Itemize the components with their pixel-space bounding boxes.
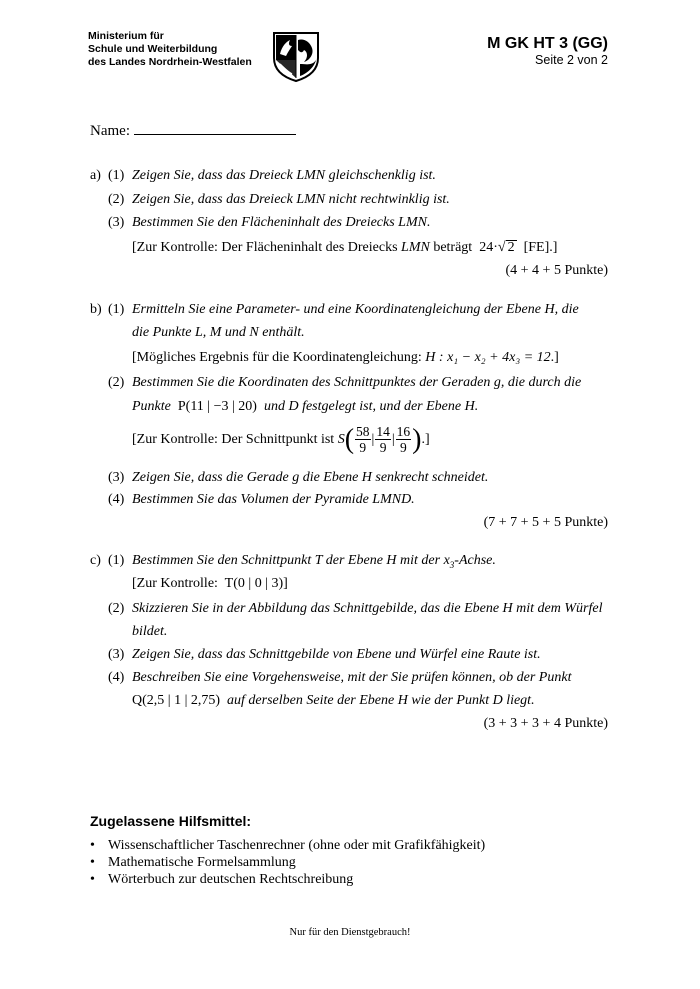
list-item	[90, 871, 485, 888]
sqrt-value: 2	[507, 240, 515, 255]
item-text: Zeigen Sie, dass das Dreieck LMN nicht rechtwinklig ist.	[132, 192, 450, 207]
item-number: (3)	[108, 647, 125, 662]
result-equation: H : x₁ − x₂ + 4x₃ = 12	[425, 350, 551, 365]
nrw-coat-of-arms-logo	[270, 30, 322, 82]
numerator: 16	[396, 424, 411, 440]
task-c-item-4-line-2	[132, 692, 535, 709]
item-text: Zeigen Sie, dass die Gerade g die Ebene H senkrecht schneidet.	[132, 470, 489, 485]
item-text: Beschreiben Sie eine Vorgehensweise, mit der Sie prüfen können, ob der Punkt	[132, 670, 572, 685]
task-c-label: c)	[90, 553, 101, 568]
aids-list	[90, 837, 485, 888]
denominator: 9	[359, 440, 367, 456]
item-number: (1)	[108, 302, 125, 317]
footer-note: Nur für den Dienstgebrauch!	[289, 927, 411, 938]
ministry-line: Ministerium für	[88, 30, 164, 42]
numerator: 58	[356, 424, 370, 440]
point-q: Q(2,5 | 1 | 2,75)	[132, 693, 221, 708]
ministry-name	[88, 30, 252, 69]
control-text: [Zur Kontrolle: Der Schnittpunkt ist	[132, 432, 335, 447]
task-c-item-3	[108, 646, 541, 663]
aids-title: Zugelassene Hilfsmittel:	[90, 813, 252, 829]
task-b-item-4	[108, 491, 415, 508]
exam-code: M GK HT 3 (GG)	[487, 35, 608, 52]
task-c-item-2-line-2: bildet.	[132, 624, 168, 639]
task-a-points: (4 + 4 + 5 Punkte)	[505, 263, 608, 278]
task-b-item-1-line-1	[90, 301, 579, 318]
item-text: auf derselben Seite der Ebene H wie der Punkt D liegt.	[227, 693, 535, 708]
task-c-points: (3 + 3 + 3 + 4 Punkte)	[483, 716, 608, 731]
item-text: Punkte	[132, 399, 171, 414]
task-b-item-2-line-1	[108, 374, 581, 391]
control-value: 24	[479, 240, 494, 255]
item-text: Zeigen Sie, dass das Dreieck LMN gleichschenklig ist.	[132, 168, 436, 183]
task-b-label: b)	[90, 302, 102, 317]
ministry-line: des Landes Nordrhein-Westfalen	[88, 56, 252, 68]
task-a-item-3	[108, 214, 430, 231]
list-item	[90, 854, 485, 871]
task-b-points: (7 + 7 + 5 + 5 Punkte)	[483, 515, 608, 530]
result-end: .]	[550, 350, 559, 365]
name-blank-line	[134, 120, 296, 135]
exam-code-block	[487, 34, 608, 67]
item-text: Bestimmen Sie den Flächeninhalt des Dreiecks LMN.	[132, 215, 431, 230]
denominator: 9	[379, 440, 387, 456]
task-c-item-4-line-1	[108, 669, 571, 686]
task-a-label: a)	[90, 168, 101, 183]
item-text: Ermitteln Sie eine Parameter- und eine Koordinatengleichung der Ebene H, die	[132, 302, 579, 317]
control-text: [Zur Kontrolle:	[132, 576, 218, 591]
task-b-result	[132, 349, 559, 366]
fraction	[396, 424, 412, 455]
task-c-control	[132, 575, 288, 592]
item-text: und D festgelegt ist, und der Ebene H.	[263, 399, 479, 414]
item-number: (2)	[108, 375, 125, 390]
item-text: -Achse.	[454, 553, 496, 568]
task-b-control: [Zur Kontrolle: Der Schnittpunkt ist S( $\frac{58}{9}$ | $\frac{14}{9}$ | $\frac{16}{9}$ ).]	[132, 423, 430, 456]
task-b-item-2-line-2	[132, 398, 478, 415]
control-text: [Zur Kontrolle: Der Flächeninhalt des Dreiecks	[132, 240, 398, 255]
item-number: (3)	[108, 470, 125, 485]
control-end: ]	[283, 576, 288, 591]
left-paren: (	[344, 423, 355, 455]
control-unit: [FE].]	[523, 240, 558, 255]
control-text: beträgt	[433, 240, 473, 255]
item-text: Bestimmen Sie den Schnittpunkt T der Ebene H mit der x	[132, 553, 450, 568]
item-number: (4)	[108, 670, 125, 685]
item-text: Zeigen Sie, dass das Schnittgebilde von Ebene und Würfel eine Raute ist.	[132, 647, 541, 662]
name-label: Name:	[90, 123, 130, 139]
item-number: (1)	[108, 168, 125, 183]
denominator: 9	[400, 440, 407, 456]
ministry-line: Schule und Weiterbildung	[88, 43, 218, 55]
aid-text: Wörterbuch zur deutschen Rechtschreibung	[108, 872, 354, 887]
item-number: (3)	[108, 215, 125, 230]
subscript: 3	[449, 559, 455, 570]
task-b-item-3	[108, 469, 488, 486]
task-a-item-1	[90, 167, 436, 184]
task-a-control: [Zur Kontrolle: Der Flächeninhalt des Dreiecks LMN beträgt 24·√ 2 [FE].]	[132, 240, 558, 255]
result-text: [Mögliches Ergebnis für die Koordinatengleichung:	[132, 350, 422, 365]
item-number: (2)	[108, 192, 125, 207]
task-b-item-1-line-2: die Punkte L, M und N enthält.	[132, 325, 305, 340]
control-variable: LMN	[401, 240, 430, 255]
bullet: •	[90, 855, 95, 870]
right-paren: )	[412, 423, 422, 455]
name-field-row	[90, 120, 296, 140]
item-number: (2)	[108, 601, 125, 616]
item-text: Bestimmen Sie die Koordinaten des Schnittpunktes der Geraden g, die durch die	[132, 375, 582, 390]
task-a-item-2	[108, 191, 450, 208]
page-info: Seite 2 von 2	[535, 53, 608, 67]
aid-text: Wissenschaftlicher Taschenrechner (ohne oder mit Grafikfähigkeit)	[108, 838, 486, 853]
numerator: 14	[376, 424, 390, 440]
point-p: P(11 | −3 | 20)	[177, 399, 257, 414]
bullet: •	[90, 838, 95, 853]
item-text: Skizzieren Sie in der Abbildung das Schnittgebilde, das die Ebene H mit dem Würfel	[132, 601, 603, 616]
task-c-item-1	[90, 552, 496, 574]
bullet: •	[90, 872, 95, 887]
point-t: T(0 | 0 | 3)	[224, 576, 284, 591]
fraction	[355, 424, 371, 455]
item-number: (1)	[108, 553, 125, 568]
task-c-item-2-line-1	[108, 600, 602, 617]
list-item	[90, 837, 485, 854]
item-text: Bestimmen Sie das Volumen der Pyramide LMND.	[132, 492, 415, 507]
aid-text: Mathematische Formelsammlung	[108, 855, 296, 870]
control-variable: S	[337, 432, 345, 447]
control-end: .]	[421, 432, 430, 447]
item-number: (4)	[108, 492, 125, 507]
fraction	[375, 424, 391, 455]
